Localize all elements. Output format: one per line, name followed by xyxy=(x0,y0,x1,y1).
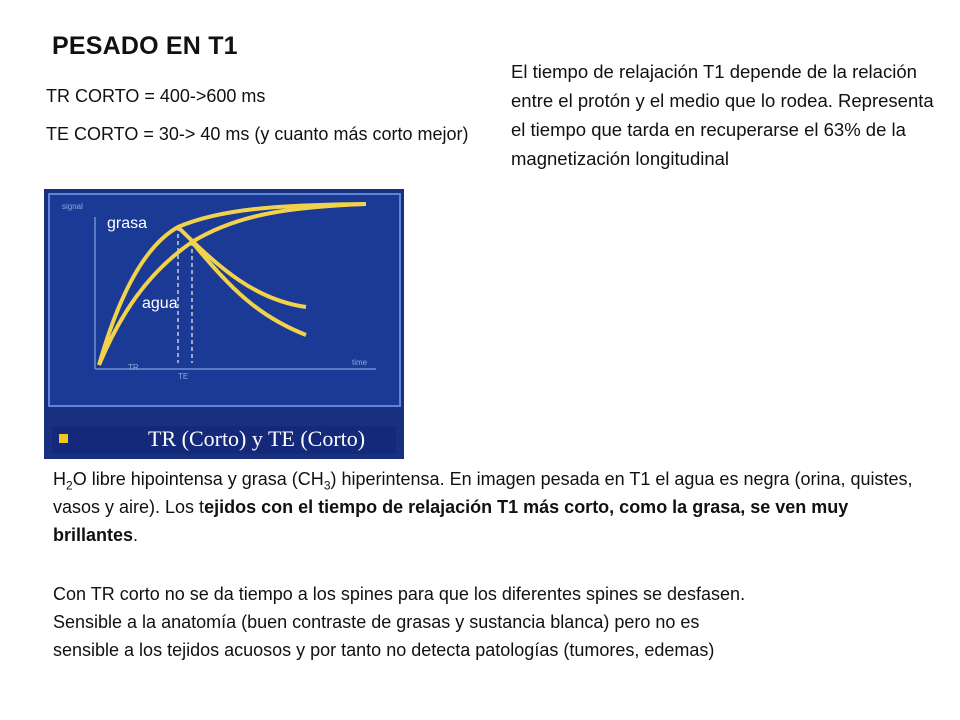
figure-caption xyxy=(52,426,396,454)
relaxation-curves-graph xyxy=(44,189,404,459)
bullet-square-icon xyxy=(59,434,68,443)
water-curve-label: agua xyxy=(142,295,178,312)
signal-axis-label: signal xyxy=(62,202,83,211)
paragraph2-line-1: Con TR corto no se da tiempo a los spines para que los diferentes spines se desfasen. xyxy=(53,584,746,604)
fat-curve-label: grasa xyxy=(107,215,148,232)
water-formula-subscript: 2 xyxy=(66,478,73,493)
t1-contrast-paragraph xyxy=(53,465,933,549)
te-short-value: TE CORTO = 30-> 40 ms (y cuanto más corto mejor) xyxy=(46,124,469,144)
te-axis-label: TE xyxy=(178,372,189,381)
tr-short-value: TR CORTO = 400->600 ms xyxy=(46,86,266,106)
paragraph1-text-a: O libre hipointensa y grasa (CH xyxy=(72,469,324,489)
paragraph1-end: . xyxy=(133,525,139,545)
time-axis-label: time xyxy=(352,358,368,367)
water-formula-h: H xyxy=(53,469,66,489)
short-tr-paragraph xyxy=(53,580,933,664)
paragraph1-text-b: ) hiperintensa. En imagen pesada en T1 el agua es negra (orina, quistes, vasos y aire). Los t xyxy=(53,469,913,517)
tr-axis-label: TR xyxy=(128,363,139,372)
paragraph2-line-2: Sensible a la anatomía (buen contraste de grasas y sustancia blanca) pero no es xyxy=(53,612,700,632)
t1-signal-figure xyxy=(44,189,404,459)
t1-relaxation-description: El tiempo de relajación T1 depende de la relación entre el protón y el medio que lo rodea. Representa el tiempo que tarda en recuperarse el 63% de la magnetización longitudinal xyxy=(511,61,934,169)
paragraph2-line-3: sensible a los tejidos acuosos y por tanto no detecta patologías (tumores, edemas) xyxy=(53,640,715,660)
paragraph1-bold-text: ejidos con el tiempo de relajación T1 más corto, como la grasa, se ven muy brillantes xyxy=(53,497,849,545)
page-title: PESADO EN T1 xyxy=(52,32,238,60)
figure-caption-text: TR (Corto) y TE (Corto) xyxy=(148,426,366,451)
fat-formula-subscript: 3 xyxy=(323,478,331,493)
